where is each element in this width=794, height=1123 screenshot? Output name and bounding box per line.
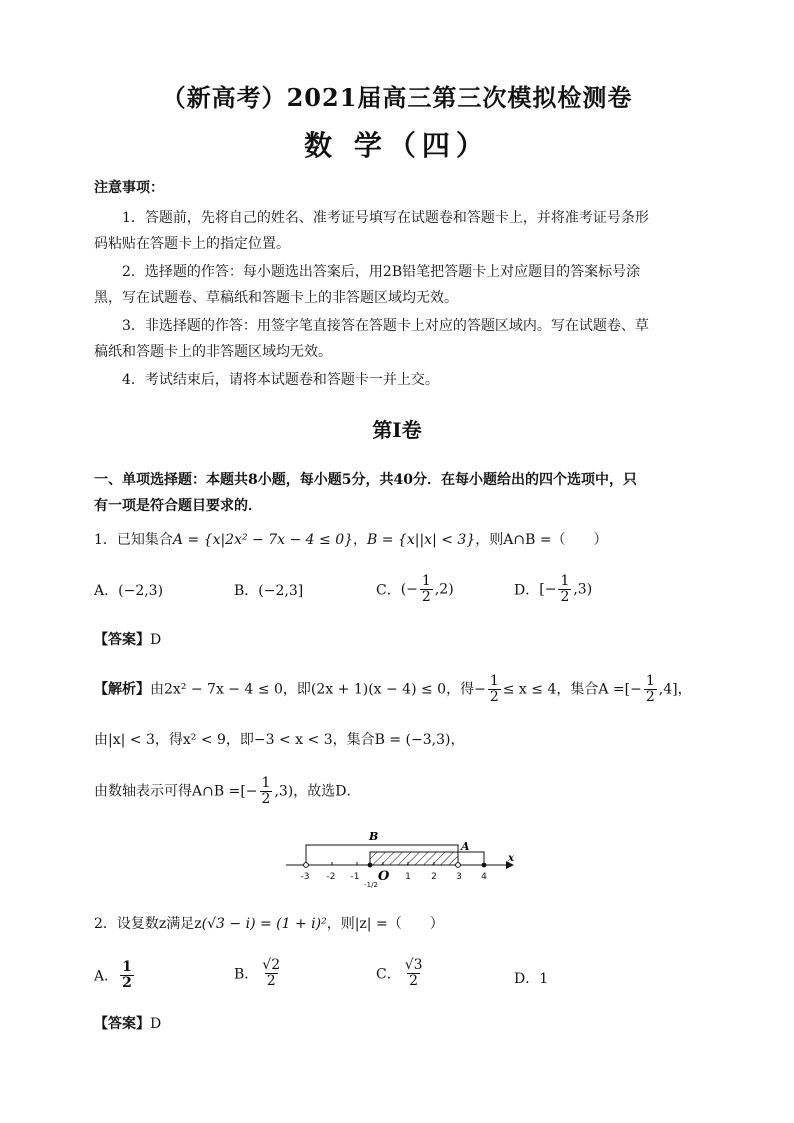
q2-option-b-label: B． [234, 966, 259, 983]
q2-option-b-num: √2 [262, 957, 281, 973]
q1-option-a-label: A． [94, 583, 119, 599]
subject-title: 数 学（四） [304, 129, 490, 162]
q2-option-a-den: 2 [122, 975, 132, 991]
q1-analysis-1c-post: ,4]， [658, 681, 692, 698]
q2-option-c-num: √3 [404, 957, 423, 973]
q1-set-b: B = {x||x| < 3} [367, 532, 476, 548]
q2-option-b-fraction [260, 958, 282, 989]
q2-text-b: (√3 − i) = (1 + i)² [201, 916, 327, 932]
q2-answer-value: D [150, 1016, 162, 1032]
notice-item-2a: 2．选择题的作答：每小题选出答案后，用2B铅笔把答题卡上对应题目的答案标号涂 [122, 264, 641, 280]
section1-line2: 有一项是符合题目要求的． [94, 498, 262, 514]
q2-option-a-num: 1 [122, 959, 132, 975]
q1-analysis-3-pre: [− [240, 783, 258, 800]
q1-prefix: 1．已知集合 [94, 532, 173, 548]
q1-option-c-num: 1 [421, 573, 431, 589]
notice-heading: 注意事项： [94, 180, 164, 196]
q2-answer [94, 1014, 161, 1034]
q1-answer-value: D [150, 632, 162, 648]
q1-analysis-3b: ，故选D． [293, 783, 361, 800]
q1-analysis-1c-num: 1 [645, 673, 655, 689]
notice-item-3b: 稿纸和答题卡上的非答题区域均无效。 [94, 344, 332, 360]
q1-analysis-1-fraction [488, 674, 501, 705]
notice-item-4: 4．考试结束后，请将本试题卷和答题卡一并上交。 [122, 372, 439, 388]
endpoint-neg-half-closed [368, 863, 373, 868]
q2-option-a [94, 960, 136, 991]
q1-option-d-num: 1 [560, 573, 570, 589]
q2-option-b-den: 2 [266, 973, 276, 989]
q1-option-b-value: (−2,3] [258, 583, 304, 599]
q1-analysis-3-post: ,3) [274, 783, 294, 800]
q1-option-b [234, 580, 303, 600]
q2-option-c [376, 958, 427, 989]
q1-option-c-pre: (− [400, 581, 418, 598]
q1-option-d-post: ,3) [573, 581, 593, 598]
endpoint-neg3-open [304, 863, 309, 868]
tick-label-2: 2 [431, 872, 437, 882]
q2-option-c-den: 2 [409, 973, 419, 989]
q1-option-a-value: (−2,3) [118, 583, 164, 599]
q2-option-a-fraction [120, 960, 134, 991]
notice-item-1a: 1．答题前，先将自己的姓名、准考证号填写在试题卷和答题卡上，并将准考证号条形 [122, 210, 649, 226]
q1-option-a [94, 580, 163, 600]
q2-option-c-label: C． [376, 966, 401, 983]
q1-analysis-3-den: 2 [261, 791, 271, 807]
endpoint-4-closed [482, 863, 487, 868]
q1-analysis-3-num: 1 [261, 775, 271, 791]
q2-option-a-label: A． [94, 968, 119, 985]
section1-line1: 一、单项选择题：本题共8小题，每小题5分，共40分．在每小题给出的四个选项中，只 [94, 472, 637, 488]
q1-analysis-line-3 [94, 776, 361, 807]
tick-label-neg2: -2 [326, 872, 336, 882]
q1-analysis-1c-fraction [644, 674, 657, 705]
q2-option-d-label: D． [514, 971, 540, 987]
q1-comma: ， [353, 532, 368, 548]
q1-option-d-label: D． [514, 582, 540, 599]
notice-item-2b: 黑，写在试题卷、草稿纸和答题卡上的非答题区域均无效。 [94, 290, 458, 306]
q1-analysis-1c-den: 2 [645, 689, 655, 705]
q1-ask: ，则A∩B =（ ） [475, 532, 608, 548]
q1-analysis-1b: ≤ x ≤ 4，集合A = [502, 681, 625, 698]
label-a: A [461, 840, 470, 853]
volume-heading: 第Ⅰ卷 [372, 418, 422, 442]
q1-answer [94, 630, 161, 650]
tick-label-neg3: -3 [300, 872, 310, 882]
q2-option-b [234, 958, 284, 989]
q1-option-c-den: 2 [421, 589, 431, 605]
label-x: x [508, 853, 514, 864]
number-line-figure [282, 828, 522, 894]
q1-analysis-label: 【解析】 [94, 681, 150, 698]
q1-option-b-label: B． [234, 583, 259, 599]
tick-label-3: 3 [456, 872, 462, 882]
q1-option-c-label: C． [376, 582, 401, 599]
question-2-stem [94, 914, 444, 934]
tick-label-neg1: -1 [350, 872, 360, 882]
q2-text-a: 2．设复数z满足z [94, 916, 202, 932]
notice-item-3a: 3．非选择题的作答：用签字笔直接答在答题卡上对应的答题区域内。写在试题卷、草 [122, 318, 649, 334]
q1-analysis-3a: 由数轴表示可得A∩B = [94, 783, 241, 800]
endpoint-3-open [456, 863, 461, 868]
q1-option-d-pre: [− [539, 581, 557, 598]
q1-analysis-line-2: 由|x| < 3，得x² < 9，即−3 < x < 3，集合B = (−3,3)， [94, 732, 465, 748]
q2-answer-label: 【答案】 [94, 1016, 150, 1032]
tick-label-neg-half: -1/2 [364, 881, 378, 889]
q1-option-d-den: 2 [560, 589, 570, 605]
q1-option-c-post: ,2) [434, 581, 454, 598]
q1-answer-label: 【答案】 [94, 632, 150, 648]
notice-item-1b: 码粘贴在答题卡上的指定位置。 [94, 236, 290, 252]
q2-option-d-value: 1 [539, 971, 549, 987]
question-1-stem [94, 530, 608, 550]
label-b: B [369, 830, 379, 843]
q1-analysis-1-num: 1 [489, 673, 499, 689]
q1-option-c-fraction [420, 574, 433, 605]
tick-label-1: 1 [405, 872, 411, 882]
q1-analysis-3-fraction [260, 776, 273, 807]
label-origin: O [378, 869, 390, 884]
q1-option-d [514, 574, 592, 605]
tick-label-4: 4 [481, 872, 487, 882]
q2-text-c: ，则|z| =（ ） [326, 916, 444, 932]
q1-analysis-line-1 [94, 674, 692, 705]
exam-title: （新高考）2021届高三第三次模拟检测卷 [161, 83, 633, 112]
q2-option-d [514, 968, 548, 988]
q1-set-a: A = {x|2x² − 7x − 4 ≤ 0} [172, 532, 354, 548]
q2-option-c-fraction [403, 958, 425, 989]
q1-option-c [376, 574, 454, 605]
q1-analysis-1-den: 2 [489, 689, 499, 705]
q1-option-d-fraction [558, 574, 571, 605]
q1-analysis-1c-pre: [− [624, 681, 642, 698]
q1-analysis-1a: 由2x² − 7x − 4 ≤ 0，即(2x + 1)(x − 4) ≤ 0，得− [150, 681, 486, 698]
